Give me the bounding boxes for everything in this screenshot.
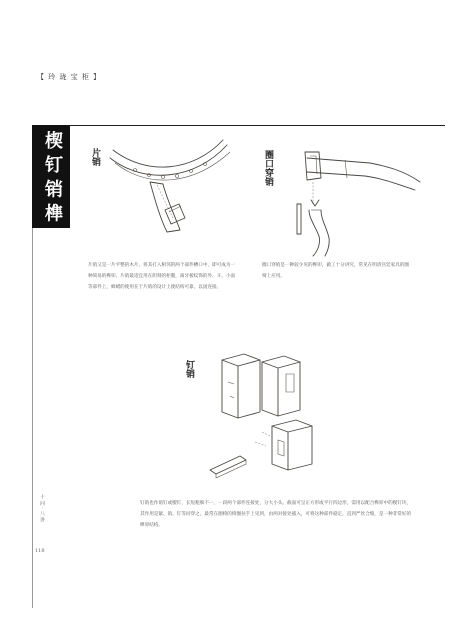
pianxiao-description: 片销又是一片平整的木片，将其打入相邻的两个部件槽口中，即可成为一种简易的榫卯。片销最适宜用在阴刻的柜腿，离牙板纹饰的外、斗、小面等部件上，蜂蜡的使用在于片销的设计上使结构可靠，以固连接。 xyxy=(88,263,236,290)
top-rule xyxy=(33,125,445,126)
page-number: 118 xyxy=(35,548,45,554)
sidebar-title-block xyxy=(32,125,70,228)
sidebar-rule xyxy=(32,228,33,608)
pianxiao-illustration xyxy=(105,140,235,255)
label-pianxiao: 片销 xyxy=(90,148,100,166)
dingxiao-illustration xyxy=(200,352,320,487)
chapter-title: 楔 钉 销 榫 xyxy=(42,131,63,222)
dingxiao-description: 钉销也作销钉或楔钉，长短粗细不一，一段两个部件连接处，分大小头。截面可呈正方形或平行四边形，需用以配合榫卯中的楔钉块，其作用是紧、销、钉等同穿之。最常在圈椅的椅圈扶手上见到，由两对接处插入，可将这种部件稳定，直到严丝合缝，是一种非常好的榫卯结构。 xyxy=(140,501,412,528)
label-dingxiao: 钉销 xyxy=(184,360,194,378)
side-note: 十 问 · 八 讲 xyxy=(39,494,45,522)
section-header: 【 玲 珑 宝 柜 】 xyxy=(37,73,102,81)
quankou-illustration xyxy=(285,148,425,258)
quankou-description: 圈口穿销是一种较少见的榫卯，做工十分讲究，常见在明清宫廷家具的圈椅上应用。 xyxy=(262,263,410,279)
label-quankou-chuanxiao: 圈口穿销 xyxy=(263,150,273,186)
